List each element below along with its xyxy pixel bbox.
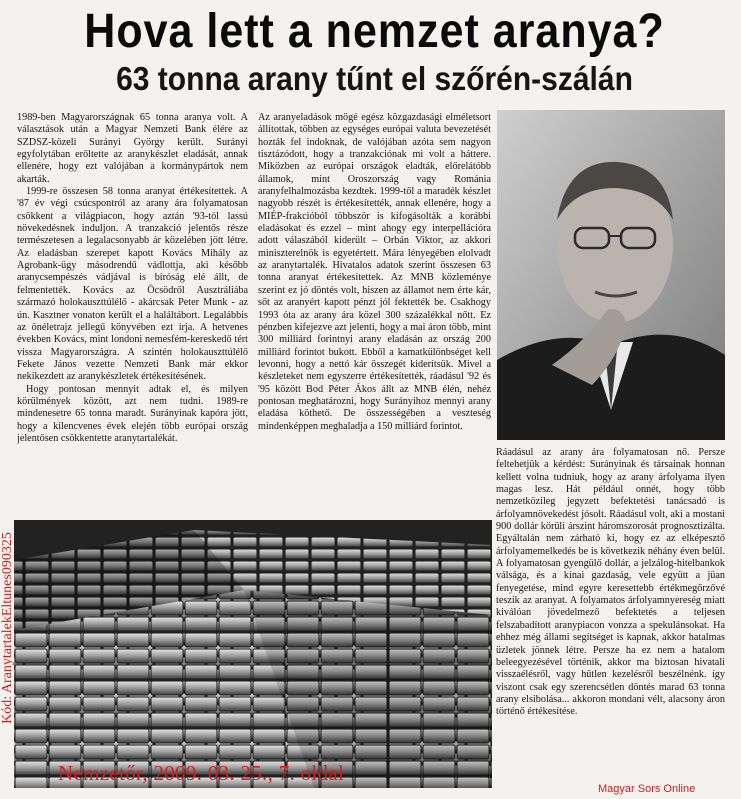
column-3-paragraph-1: Ráadásul az arany ára folyamatosan nő. Persze feltehetjük a kérdést: Surányinak és társainak honnan kellett volna tudniuk, hogy az arany árfolyama ilyen magas lesz. Hát például onnét, hogy több nemzetközileg jegyzett befektetési tanácsadó is árfolyamnövekedést jósolt. Ráadásul volt, aki a mostani 900 dollár körüli árszint háromszorosát prognosztizálta. Egyáltalán nem zárható ki, hogy ez az elképesztő árfolyamemelkedés be is következik néhány éven belül. A folyamatosan gyengülő dollár, a jelzálog-hitelbankok válsága, és a kínai gazdaság, vele együtt a jüan fenyegetése, mind egyre keresettebb értékmegőrzővé teszik az aranyat. A folyamatos árfolyamnyereség miatt kiválóan jövedelmező befektetés a teljesen felszabadított aranypiacon vonzza a spekulánsokat. Ha ehhez még állami segítséget is kapnak, akkor hatalmas üzletek jönnek létre. Persze ha ez nem a hatalom beleegyezésével történik, akkor ma biztosan hivatali visszaélésről, vagy hűtlen kezelésről beszélnénk. így viszont csak egy szerencsétlen döntés marad 63 tonna arany elsibolása... akkoron mondani vélt, alacsony áron történő értékesítése. [496, 447, 725, 718]
gold-bars-photo [14, 520, 492, 788]
gold-bars-illustration [14, 520, 492, 788]
publisher-credit: Magyar Sors Online [598, 783, 696, 795]
source-caption: Nemzetőr, 2009. 03. 25., 7. oldal [58, 761, 345, 785]
article-subheadline: 63 tonna arany tűnt el szőrén-szálán [116, 61, 633, 98]
archive-code-label: Kód: AranytartalekEltunes090325 [0, 532, 15, 724]
article-column-1 [17, 112, 248, 512]
column-2-paragraph-1: Az aranyeladások mögé egész közgazdasági elméletsort állítottak, többen az egységes európai valuta bevezetését hozták fel indoknak, de valójában azóta sem nagyon tisztázódott, hogy a tranzakciónak mi volt a háttere. Miközben az európai országok eladták, előrelátóbb államok, mint Oroszország vagy Románia aranyfelhalmozásba kezdtek. 1999-től a maradék készlet nagyobb részét is értékesítették, annak ellenére, hogy a MIÉP-frakcióból többször is kifogásolták a korábbi eladásokat és ezzel – mint ahogy egy interpellációra adott válaszából kiderült – Orbán Viktor, az akkori miniszterelnök is egyetértett. Mára lényegében elolvadt az aranytartalék. Hivatalos adatok szerint összesen 63 tonna aranyat értékesítettek. Az MNB közleménye szerint ez jó döntés volt, hiszen az államot nem érte kár, sőt az aranyért kapott pénzt jól fektették be. Csakhogy 1993 óta az arany ára közel 300 százalékkal nőtt. Ez pénzben kifejezve azt jelenti, hogy a mai áron több, mint 300 milliárd forintnyi arany eladásán az ország 200 milliárd forintot bukott. Ebből a kamatkülönbséget kell levonni, hogy a nettó kár összegét kiderítsük. Mivel a készleteket nem egyszerre értékesítették, ráadásul '92 és '95 között Bod Péter Ákos állt az MNB élén, nehéz pontosan meghatározni, hogy Surányihoz mennyi arany eladása köthető. De összességében a veszteség mindenképpen meghaladja a 150 milliárd forintot. [258, 112, 491, 432]
article-column-2 [258, 112, 491, 524]
portrait-illustration [497, 110, 725, 440]
column-1-paragraph-1: 1989-ben Magyarországnak 65 tonna aranya volt. A választások után a Magyar Nemzeti Bank élére az SZDSZ-közeli Surányi György került. Surányi egyfolytában erőltette az aranykészlet eladását, annak ellenére, hogy ezt valójában a kormánypártok nem akarták. [17, 112, 248, 185]
article-headline: Hova lett a nemzet aranya? [84, 4, 665, 59]
column-1-paragraph-3: Hogy pontosan mennyit adtak el, és milyen körülmények között, azt nem tudni. 1989-re mindenesetre 65 tonna maradt. Surányinak kapóra jött, hogy a kilencvenes évek elején több európai ország jelentősen csökkentette aranytartalékát. [17, 383, 248, 444]
column-1-paragraph-2: 1999-re összesen 58 tonna aranyat értékesítettek. A '87 év végi csúcspontról az arany ára folyamatosan csökkent a világpiacon, hogy aztán '93-tól lassú növekedésnek induljon. A tranzakció jelentős része természetesen a legalacsonyabb ár közelében jött létre. Az eladásban szerepet kapott Kovács Mihály az Agrobank-ügy másodrendű vádlottja, aki később aranycsempészés vádjával is bíróság elé állt, de felmentették. Kovács az Öcsödről Ausztráliába származó holokauszttúlélő - akárcsak Peter Munk - az ún. Kasztner vonaton került el a haláltábort. Legalábbis az önéletrajz jellegű könyvében ezt írja. A hetvenes években Kovács, mint londoni nemesfém-kereskedő tért vissza Magyarországra. A szintén holokauszttúlélő Fekete János vezette Nemzeti Bank már ekkor nekikezdett az aranykészletek értékesítésének. [17, 186, 248, 383]
article-column-3 [496, 447, 725, 787]
portrait-photo [497, 110, 725, 440]
